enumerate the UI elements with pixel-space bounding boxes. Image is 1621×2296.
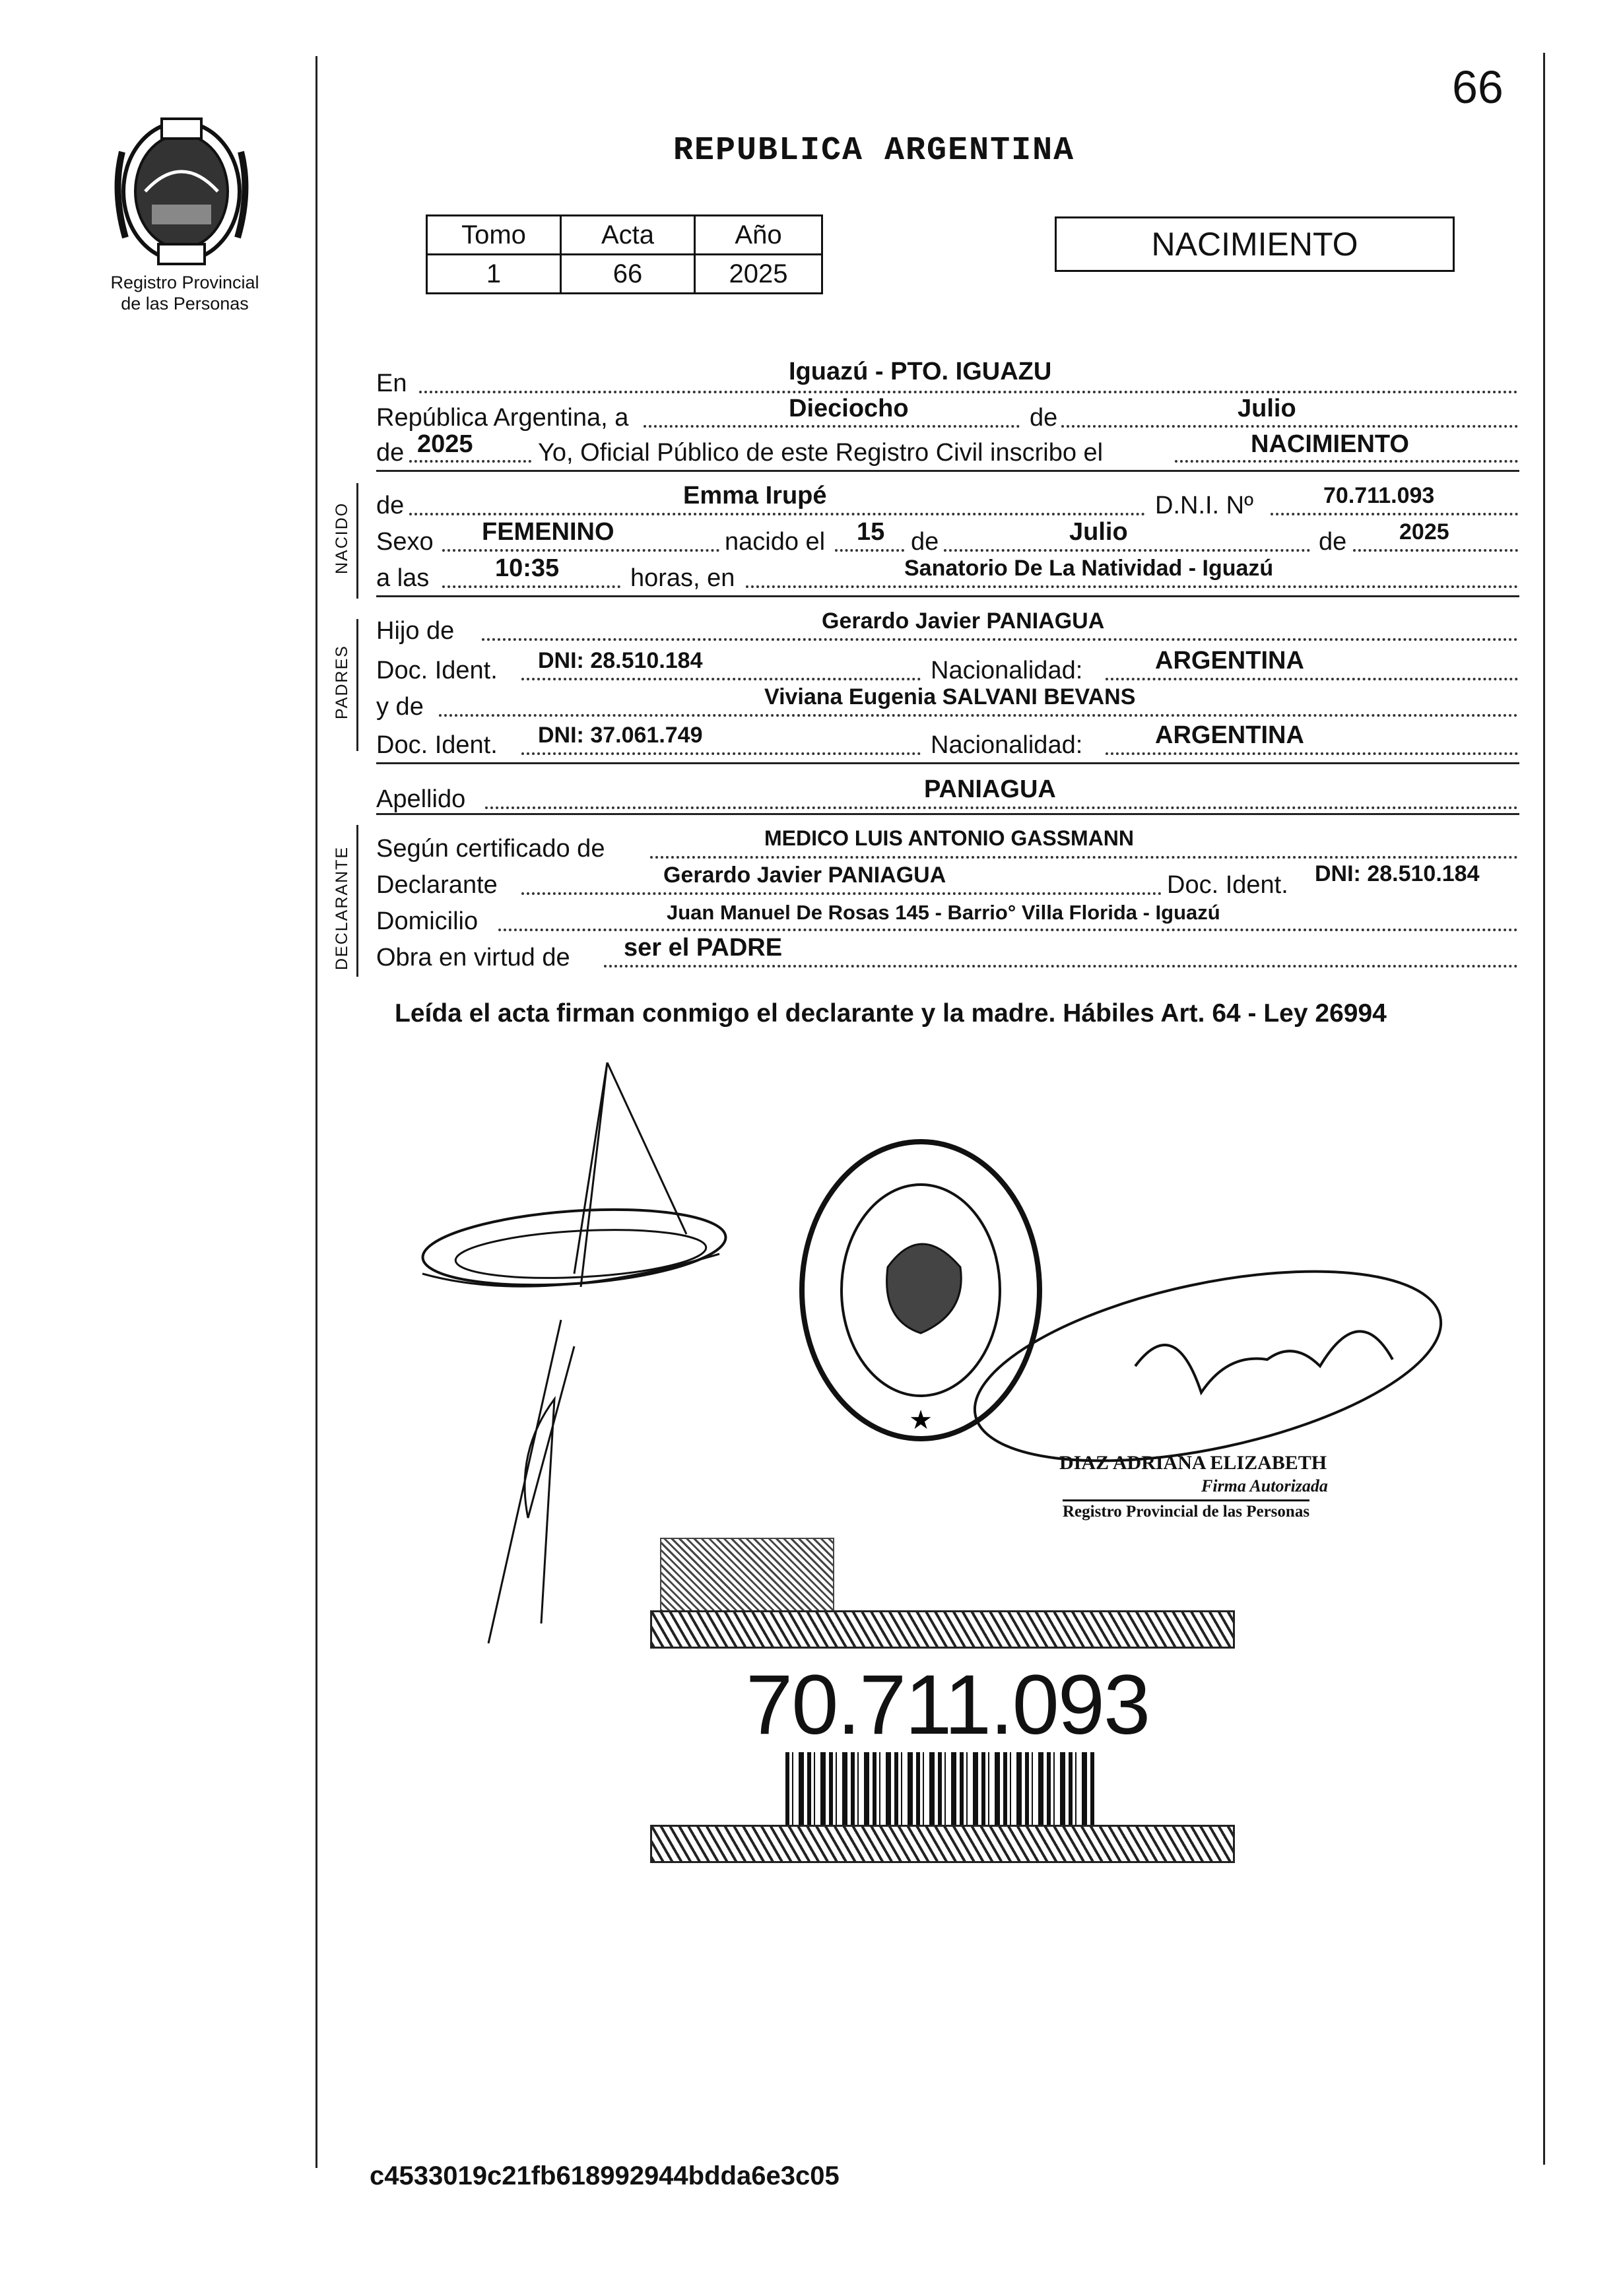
label-declarante: Declarante: [376, 871, 498, 899]
table-value-anio: 2025: [695, 255, 822, 294]
label-doc-ident: Doc. Ident.: [376, 657, 498, 684]
section-bracket-nacido: [356, 483, 358, 599]
section-label-declarante: DECLARANTE: [333, 845, 351, 970]
divider: [376, 813, 1519, 815]
document-hash: c4533019c21fb618992944bdda6e3c05: [370, 2161, 840, 2190]
dots: [1106, 678, 1518, 680]
dots: [439, 714, 1518, 717]
dots: [644, 425, 1020, 428]
value-mes: Julio: [1238, 395, 1296, 422]
official-role: Firma Autorizada: [1201, 1476, 1328, 1495]
right-margin-line: [1543, 53, 1545, 2165]
security-stripe-top: [650, 1610, 1235, 1649]
section-bracket-declarante: [356, 825, 358, 977]
dots: [1353, 549, 1518, 552]
label-de3: de: [1319, 528, 1347, 556]
value-apellido: PANIAGUA: [924, 775, 1056, 803]
label-de-nombre: de: [376, 492, 405, 519]
dots: [409, 513, 1145, 515]
security-stripe-bottom: [650, 1825, 1235, 1863]
table-header-anio: Año: [695, 216, 822, 255]
section-label-nacido: NACIDO: [333, 502, 351, 574]
dots: [650, 856, 1518, 859]
label-domicilio: Domicilio: [376, 907, 479, 935]
official-org: Registro Provincial de las Personas: [1063, 1499, 1309, 1521]
value-lugar: Iguazú - PTO. IGUAZU: [789, 358, 1052, 385]
label-doc-ident2: Doc. Ident.: [376, 731, 498, 759]
label-de2: de: [911, 528, 939, 556]
value-anio: 2025: [417, 430, 473, 458]
registry-caption: [86, 272, 284, 314]
value-padre-nac: ARGENTINA: [1155, 647, 1304, 674]
dots: [1106, 752, 1518, 755]
value-dni: 70.711.093: [1323, 483, 1435, 508]
value-obra: ser el PADRE: [624, 934, 783, 962]
dots: [521, 752, 921, 755]
registry-table: [426, 214, 823, 294]
value-declarante: Gerardo Javier PANIAGUA: [663, 863, 946, 888]
dots: [485, 806, 1518, 809]
table-value-tomo: 1: [427, 255, 561, 294]
label-nacionalidad2: Nacionalidad:: [931, 731, 1083, 759]
label-sexo: Sexo: [376, 528, 434, 556]
label-dni: D.N.I. Nº: [1155, 492, 1253, 519]
divider: [376, 762, 1519, 764]
value-tipo: NACIMIENTO: [1251, 430, 1409, 458]
id-number: 70.711.093: [746, 1658, 1150, 1752]
divider: [376, 470, 1519, 472]
section-label-padres: PADRES: [333, 645, 351, 719]
label-a-las: a las: [376, 564, 430, 592]
value-mes-nac: Julio: [1069, 518, 1128, 546]
dots: [604, 965, 1518, 968]
official-name: DIAZ ADRIANA ELIZABETH: [1059, 1452, 1327, 1474]
svg-text:★: ★: [909, 1405, 933, 1435]
divider: [376, 595, 1519, 597]
value-dia-nac: 15: [857, 518, 885, 546]
dots: [746, 585, 1518, 588]
value-anio-nac: 2025: [1399, 519, 1449, 544]
province-seal-logo: [106, 112, 257, 271]
dots: [1271, 513, 1518, 515]
dots: [1061, 425, 1518, 428]
value-nombre: Emma Irupé: [683, 482, 827, 509]
document-title: REPUBLICA ARGENTINA: [673, 132, 1075, 170]
table-header-tomo: Tomo: [427, 216, 561, 255]
security-hologram: [660, 1538, 834, 1613]
label-y-de: y de: [376, 693, 424, 721]
label-obra: Obra en virtud de: [376, 944, 570, 971]
value-dia: Dieciocho: [789, 395, 909, 422]
label-yo: Yo, Oficial Público de este Registro Civil inscribo el: [538, 439, 1104, 467]
label-nacionalidad: Nacionalidad:: [931, 657, 1083, 684]
table-value-acta: 66: [561, 255, 695, 294]
registry-caption-line2: de las Personas: [121, 294, 249, 313]
dots: [521, 678, 921, 680]
closing-statement: Leída el acta firman conmigo el declarante y la madre. Hábiles Art. 64 - Ley 26994: [395, 999, 1387, 1028]
label-de-anio: de: [376, 439, 405, 467]
act-type-box: NACIMIENTO: [1055, 216, 1455, 272]
page-number: 66: [1452, 61, 1504, 113]
value-madre-doc: DNI: 37.061.749: [538, 723, 703, 748]
label-republica: República Argentina, a: [376, 404, 629, 432]
value-hora: 10:35: [495, 554, 560, 582]
left-margin-line: [315, 56, 317, 2168]
barcode: [785, 1752, 1096, 1825]
value-padre-doc: DNI: 28.510.184: [538, 648, 703, 673]
dots: [498, 929, 1518, 931]
value-declarante-doc: DNI: 28.510.184: [1315, 861, 1480, 886]
dots: [482, 638, 1518, 641]
value-padre: Gerardo Javier PANIAGUA: [822, 608, 1105, 634]
dots: [409, 460, 531, 463]
label-de-mes: de: [1030, 404, 1058, 432]
value-certificado: MEDICO LUIS ANTONIO GASSMANN: [764, 826, 1135, 850]
label-en: En: [376, 370, 407, 397]
dots: [419, 391, 1518, 393]
dots: [521, 892, 1162, 895]
dots: [835, 549, 904, 552]
label-horas-en: horas, en: [630, 564, 735, 592]
table-header-acta: Acta: [561, 216, 695, 255]
value-madre-nac: ARGENTINA: [1155, 721, 1304, 749]
dots: [1175, 460, 1518, 463]
label-segun: Según certificado de: [376, 835, 605, 863]
value-lugar-nac: Sanatorio De La Natividad - Iguazú: [904, 556, 1274, 581]
dots: [442, 549, 719, 552]
section-bracket-padres: [356, 619, 358, 751]
label-doc-ident3: Doc. Ident.: [1167, 871, 1288, 899]
label-nacido-el: nacido el: [725, 528, 826, 556]
value-madre: Viviana Eugenia SALVANI BEVANS: [764, 684, 1136, 709]
label-hijo-de: Hijo de: [376, 617, 455, 645]
label-apellido: Apellido: [376, 785, 466, 813]
dots: [442, 585, 620, 588]
registry-caption-line1: Registro Provincial: [110, 273, 259, 292]
dots: [944, 549, 1310, 552]
value-sexo: FEMENINO: [482, 518, 614, 546]
value-domicilio: Juan Manuel De Rosas 145 - Barrio° Villa Florida - Iguazú: [667, 901, 1220, 924]
